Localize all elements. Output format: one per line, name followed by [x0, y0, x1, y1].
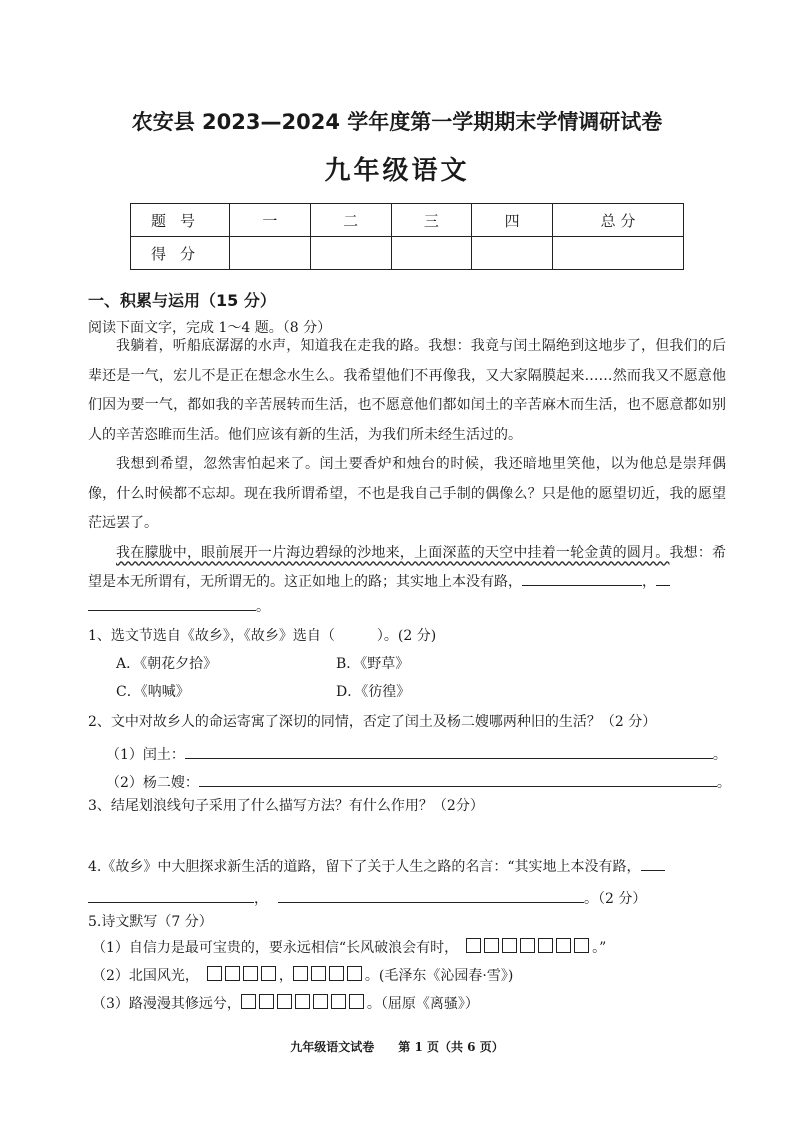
recitation-prompt: （3）路漫漫其修远兮，: [92, 996, 241, 1012]
answer-blank[interactable]: [656, 569, 670, 586]
question-4-stem: 4.《故乡》中大胆探求新生活的道路，留下了关于人生之路的名言：“其实地上本没有路，: [88, 859, 641, 875]
page-footer: 九年级语文试卷 第 1 页（共 6 页）: [290, 1040, 504, 1054]
score-cell[interactable]: [230, 237, 311, 270]
score-table-row: [131, 204, 684, 237]
score-table-row: [131, 237, 684, 270]
answer-blank[interactable]: [185, 742, 713, 759]
recitation-end: 。（屈原《离骚》）: [366, 996, 479, 1012]
sub-question-label: （2）杨二嫂：: [106, 775, 199, 791]
sub-question-label: （1）闰土：: [106, 747, 185, 763]
answer-blank[interactable]: [88, 886, 254, 903]
recitation-end: 。(毛泽东《沁园春·雪》): [364, 968, 514, 984]
score-column-header: 二: [310, 204, 391, 237]
score-column-header: 一: [230, 204, 311, 237]
question-2-item-1: （1）闰土： 。: [106, 742, 726, 765]
option-d[interactable]: D．《彷徨》: [336, 684, 411, 700]
wavy-underlined-sentence: 我在朦胧中，眼前展开一片海边碧绿的沙地来，上面深蓝的天空中挂着一轮金黄的圆月。: [116, 544, 670, 561]
answer-blank[interactable]: [641, 854, 665, 871]
passage-continuation: 。: [88, 594, 728, 617]
recitation-prompt: （2）北国风光，: [92, 968, 199, 984]
question-4: [88, 854, 728, 877]
recitation-line-1: [92, 938, 732, 958]
score-cell[interactable]: [310, 237, 391, 270]
answer-boxes[interactable]: [207, 968, 279, 984]
score-column-header: 四: [472, 204, 553, 237]
question-4-continuation: ， 。（2 分）: [88, 886, 728, 909]
answer-blank[interactable]: [278, 886, 584, 903]
recitation-line-2: （2）北国风光， ， 。(毛泽东《沁园春·雪》): [92, 968, 514, 984]
option-c[interactable]: C．《呐喊》: [116, 684, 190, 700]
answer-blank[interactable]: [522, 569, 642, 586]
score-cell[interactable]: [553, 237, 684, 270]
question-4-score: 。（2 分）: [584, 891, 647, 907]
recitation-line-3: [92, 994, 732, 1014]
score-row-label: 题号: [131, 204, 230, 237]
exam-title: 农安县 2023—2024 学年度第一学期期末学情调研试卷: [131, 110, 663, 134]
score-row-label: 得分: [131, 237, 230, 270]
passage-text: 我想：希望是本无所谓有，无所谓无的。这正如地上的路；其实地上本没有路，: [88, 544, 727, 590]
passage-paragraph: 我在朦胧中，眼前展开一片海边碧绿的沙地来，上面深蓝的天空中挂着一轮金黄的圆月。我想：希望是本无所谓有，无所谓无的。这正如地上的路；其实地上本没有路， ，: [88, 544, 727, 590]
score-table: [130, 203, 684, 270]
passage-paragraph: 我躺着，听船底潺潺的水声，知道我在走我的路。我想：我竟与闰土隔绝到这地步了，但我们的后辈还是一气，宏儿不是正在想念水生么。我希望他们不再像我，又大家隔膜起来……然而我又不愿意他们因为要一气，都如我的辛苦展转而生活，也不愿意他们都如闰土的辛苦麻木而生活，也不愿意都如别人的辛苦恣睢而生活。他们应该有新的生活，为我们所未经生活过的。: [88, 338, 726, 443]
recitation-prompt: （1）自信力是最可宝贵的，要永远相信“长风破浪会有时，: [92, 940, 459, 956]
question-1: 1、选文节选自《故乡》，《故乡》选自（ ）。(2 分): [88, 628, 437, 644]
passage-paragraph: 我想到希望，忽然害怕起来了。闰土要香炉和烛台的时候，我还暗地里笑他，以为他总是崇拜偶像，什么时候都不忘却。现在我所谓希望，不也是我自己手制的偶像么？只是他的愿望切近，我的愿望茫远罢了。: [88, 456, 726, 531]
answer-boxes[interactable]: [293, 968, 365, 984]
exam-subject: 九年级语文: [324, 156, 470, 186]
answer-boxes[interactable]: [466, 940, 592, 956]
question-3: 3、结尾划浪线句子采用了什么描写方法？有什么作用？（2分）: [88, 798, 484, 814]
question-5: 5.诗文默写（7 分）: [88, 914, 213, 930]
score-cell[interactable]: [472, 237, 553, 270]
option-a[interactable]: A．《朝花夕拾》: [116, 656, 218, 672]
score-column-header: 三: [391, 204, 472, 237]
answer-boxes[interactable]: [241, 996, 367, 1012]
answer-blank[interactable]: [199, 770, 717, 787]
recitation-end: 。”: [592, 940, 607, 956]
score-cell[interactable]: [391, 237, 472, 270]
reading-passage: [88, 332, 726, 598]
option-b[interactable]: B．《野草》: [336, 656, 410, 672]
question-2: 2、文中对故乡人的命运寄寓了深切的同情，否定了闰土及杨二嫂哪两种旧的生活？（2 分）: [88, 714, 657, 730]
reading-instruction: 阅读下面文字，完成 1～4 题。（8 分）: [88, 320, 332, 336]
score-column-header: 总 分: [553, 204, 684, 237]
answer-blank[interactable]: [88, 594, 256, 611]
section-heading: 一、积累与运用（15 分）: [88, 291, 276, 310]
question-2-item-2: （2）杨二嫂： 。: [106, 770, 726, 793]
